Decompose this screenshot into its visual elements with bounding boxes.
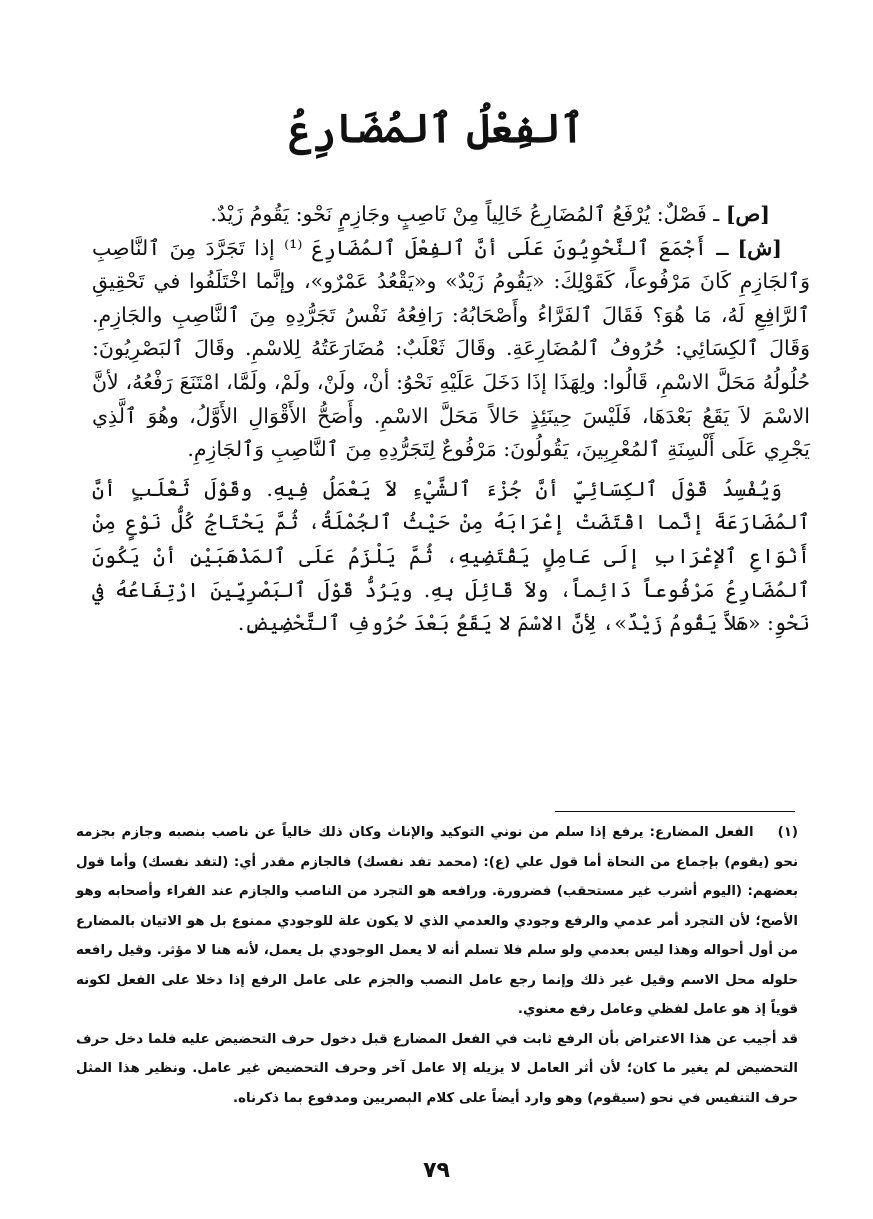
matn-paragraph <box>92 198 810 232</box>
sharh-marker: [ش] <box>737 235 782 260</box>
chapter-title: ٱلفِعْلُ ٱلمُضَارِعُ <box>288 105 585 152</box>
page-number: ٧٩ <box>423 1158 450 1183</box>
footnote-paragraph-1 <box>76 818 798 1025</box>
sharh-paragraph <box>92 232 810 467</box>
footnotes <box>76 818 798 1113</box>
matn-text: ـ فَصْلٌ: يُرْفَعُ ٱلمُضَارِعُ خَالِياً مِنْ نَاصِبٍ وجَازِمٍ نَحْو: يَقُومُ زَيْدٌ. <box>210 202 720 226</box>
footnote-paragraph-2: قد أجيب عن هذا الاعتراض بأن الرفع ثابت في الفعل المضارع قبل دخول حرف التحضيض عليه فلما دخل حرف التحضيض لم يغير ما كان؛ لأن أثر العامل لا يزيله إلا عامل آخر وحرف التحضيض غير عامل. ونظير هذا المثل حرف التنفيس في نحو (سيقوم) وهو وارد أيضاً على كلام البصريين ومدفوع بما ذكرناه. <box>76 1031 798 1106</box>
matn-marker: [ص] <box>725 202 770 226</box>
footnote-separator <box>555 811 795 812</box>
main-text <box>92 198 810 641</box>
second-paragraph: وَيُفْسِدُ قَوْلَ ٱلكِسَائِيِّ أنَّ جُزْءَ ٱلشَّيْءِ لاَ يَعْمَلُ فِيهِ. وقَوْلَ ثَعْلَبٍ أنَّ ٱلمُضَارَعَةَ إنَّما اقْتَضَتْ إعْرَابَهُ مِنْ حَيْثُ ٱلجُمْلَةُ، ثُمَّ يَحْتَاجُ كُلُّ نَوْعٍ مِنْ أَنْوَاعِ ٱلإعْرَابِ إلَى عَامِلٍ يَقْتَضِيهِ، ثُمَّ يَلْزَمُ عَلَى ٱلمَذْهَبَيْنِ أنْ يَكُونَ ٱلمُضَارِعُ مَرْفُوعاً دَائِماً، ولاَ قَائِلَ بِهِ. ويَرُدُّ قَوْلَ ٱلبَصْرِيِّينَ ارْتِفَاعُهُ في نَحْوِ: «هَلاَّ يَقُومُ زَيْدٌ»، لِأنَّ الاسْمَ لا يَقَعُ بَعْدَ حُرُوفِ ٱلتَّحْضِيضِ. <box>92 476 810 636</box>
footnote-number: (١) <box>777 825 798 840</box>
sharh-text: ـ أَجْمَعَ ٱلنَّحْوِيُونَ عَلَى أنَّ ٱلفِعْلَ ٱلمُضَارِعَ ⁽¹⁾ إذا تَجَرَّدَ مِنَ ٱلنَّاصِبِ وَٱلجَازِمِ كَانَ مَرْفُوعاً، كَقَوْلِكَ: «يَقُومُ زَيْدٌ» و«يَقْعُدُ عَمْرٌو»، وإنَّما اخْتَلَفُوا في تَحْقِيقِ ٱلرَّافِعِ لَهُ، مَا هُوَ؟ فَقَالَ ٱلفَرَّاءُ وأَصْحَابُهُ: رَافِعُهُ نَفْسُ تَجَرُّدِهِ مِنَ ٱلنَّاصِبِ والجَازِمِ. وَقَالَ ٱلكِسَائِي: حُرُوفُ ٱلمُضَارِعَةِ. وقَالَ ثَعْلَبٌ: مُضَارَعَتُهُ لِلاسْمِ. وقَالَ ٱلبَصْرِيُونَ: حُلُولُهُ مَحَلَّ الاسْمِ، قَالُوا: ولِهَذَا إذَا دَخَلَ عَلَيْهِ نَحْوُ: أنْ، ولَنْ، ولَمْ، ولَمَّا، امْتَنَعَ رَفْعُهُ، لأنَّ الاسْمَ لاَ يَقَعُ بَعْدَهَا، فَلَيْسَ حِينَئِذٍ حَالاً مَحَلَّ الاسْمِ. وأَصَحُّ الأَقْوَالِ الأَوَّلُ، وهُوَ ٱلَّذِي يَجْرِي عَلَى أَلْسِنَةِ ٱلمُعْرِبِينَ، يَقُولُونَ: مَرْفُوعٌ لِتَجَرُّدِهِ مِنَ ٱلنَّاصِبِ وَٱلجَازِمِ. <box>92 235 810 462</box>
footnote-heading: الفعل المضارع: <box>649 825 754 840</box>
footnote-text-1: يرفع إذا سلم من نوني التوكيد والإناث وكان ذلك خالياً عن ناصب بنصبه وجازم بجزمه نحو (يقوم) بإجماع من النحاة أما قول علي (ع): (محمد تفد نفسك) فالجازم مقدر أي: (لتفد نفسك) وأما قول بعضهم: (اليوم أشرب غير مستحقب) فضرورة. ورافعه هو التجرد من الناصب والجازم عند الفراء وأصحابه وهو الأصح؛ لأن التجرد أمر عدمي والرفع وجودي والعدمي الذي لا يكون علة للوجودي ممنوع بل هو الاتيان بالمضارع من أول أحواله وهذا ليس بعدمي ولو سلم فلا تسلم أنه لا يعمل الوجودي بل يعمل، لأنه هنا لا مؤثر. وقيل رافعه حلوله محل الاسم وقيل غير ذلك وإنما رجع عامل النصب والجزم على عامل الرفع إذا دخلا على الفعل لكونه قوياً إذ هو عامل لفظي وعامل رفع معنوي. <box>76 825 798 1017</box>
